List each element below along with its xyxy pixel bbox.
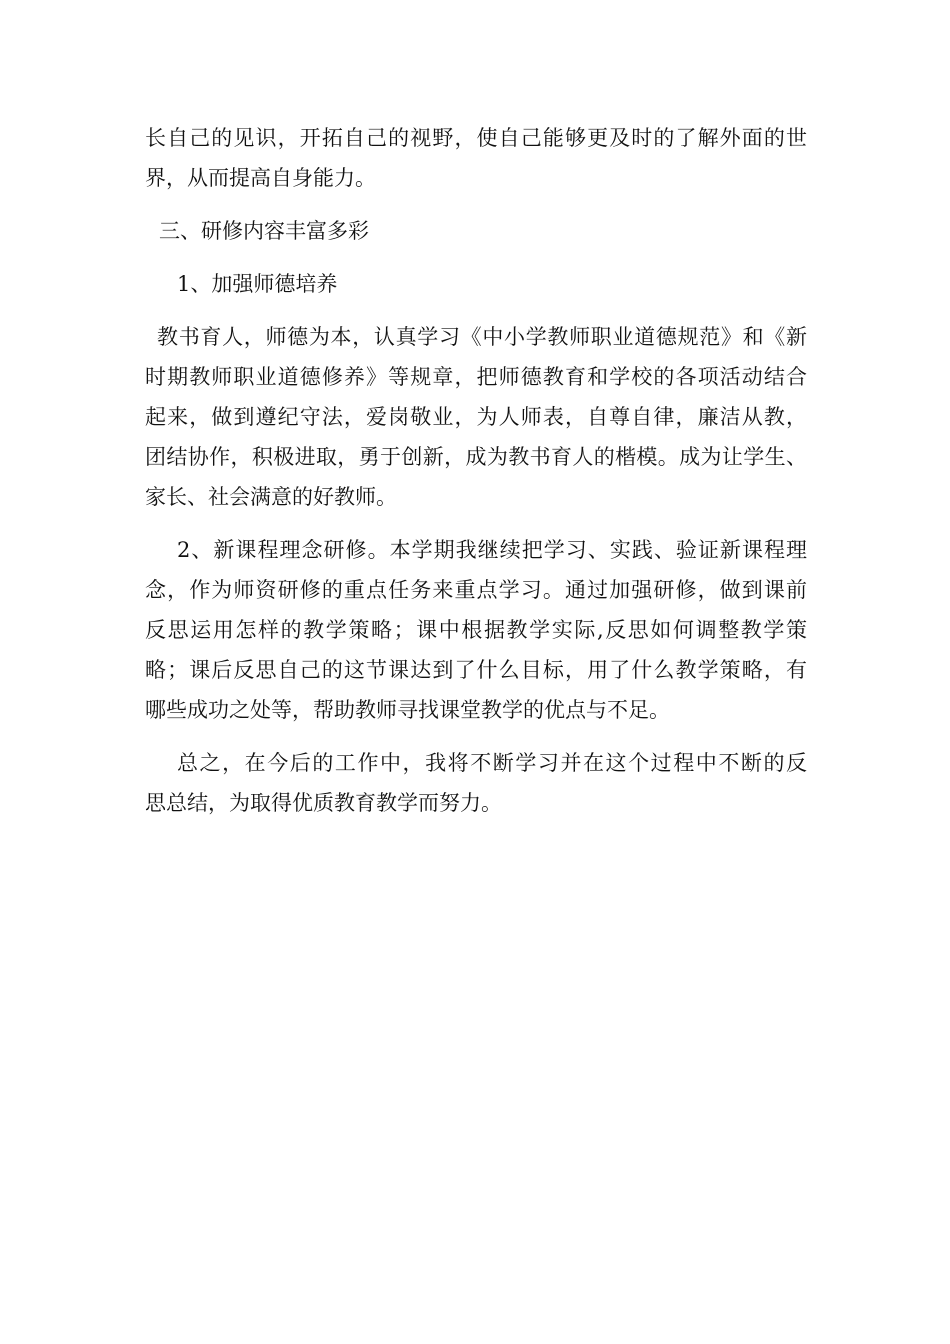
item2-paragraph	[145, 530, 807, 730]
paragraph-line: 2、新课程理念研修。本学期我继续把学习、实践、验证新课程理	[177, 538, 807, 562]
continuation-paragraph	[145, 118, 807, 198]
paragraph-line: 总之，在今后的工作中，我将不断学习并在这个过程中不断的反	[177, 751, 807, 775]
paragraph-line: 反思运用怎样的教学策略；课中根据教学实际,反思如何调整教学策	[145, 618, 807, 642]
document-body	[145, 118, 807, 823]
paragraph-line: 团结协作，积极进取，勇于创新，成为教书育人的楷模。成为让学生、	[145, 445, 807, 469]
paragraph-line: 时期教师职业道德修养》等规章，把师德教育和学校的各项活动结合	[145, 365, 807, 389]
paragraph-line: 起来，做到遵纪守法，爱岗敬业，为人师表，自尊自律，廉洁从教，	[145, 405, 807, 429]
paragraph-line: 思总结，为取得优质教育教学而努力。	[145, 791, 502, 815]
conclusion-paragraph	[145, 743, 807, 823]
paragraph-line: 教书育人，师德为本，认真学习《中小学教师职业道德规范》和《新	[157, 325, 807, 349]
paragraph-line: 略；课后反思自己的这节课达到了什么目标，用了什么教学策略，有	[145, 658, 807, 682]
paragraph-line: 家长、社会满意的好教师。	[145, 485, 397, 509]
item1-paragraph	[145, 317, 807, 517]
paragraph-line: 念，作为师资研修的重点任务来重点学习。通过加强研修，做到课前	[145, 578, 807, 602]
paragraph-line: 长自己的见识，开拓自己的视野，使自己能够更及时的了解外面的世	[145, 126, 807, 150]
paragraph-line: 界，从而提高自身能力。	[145, 166, 376, 190]
item1-heading: 1、加强师德培养	[177, 272, 338, 296]
section-heading: 三、研修内容丰富多彩	[159, 219, 369, 243]
paragraph-line: 哪些成功之处等，帮助教师寻找课堂教学的优点与不足。	[145, 698, 670, 722]
